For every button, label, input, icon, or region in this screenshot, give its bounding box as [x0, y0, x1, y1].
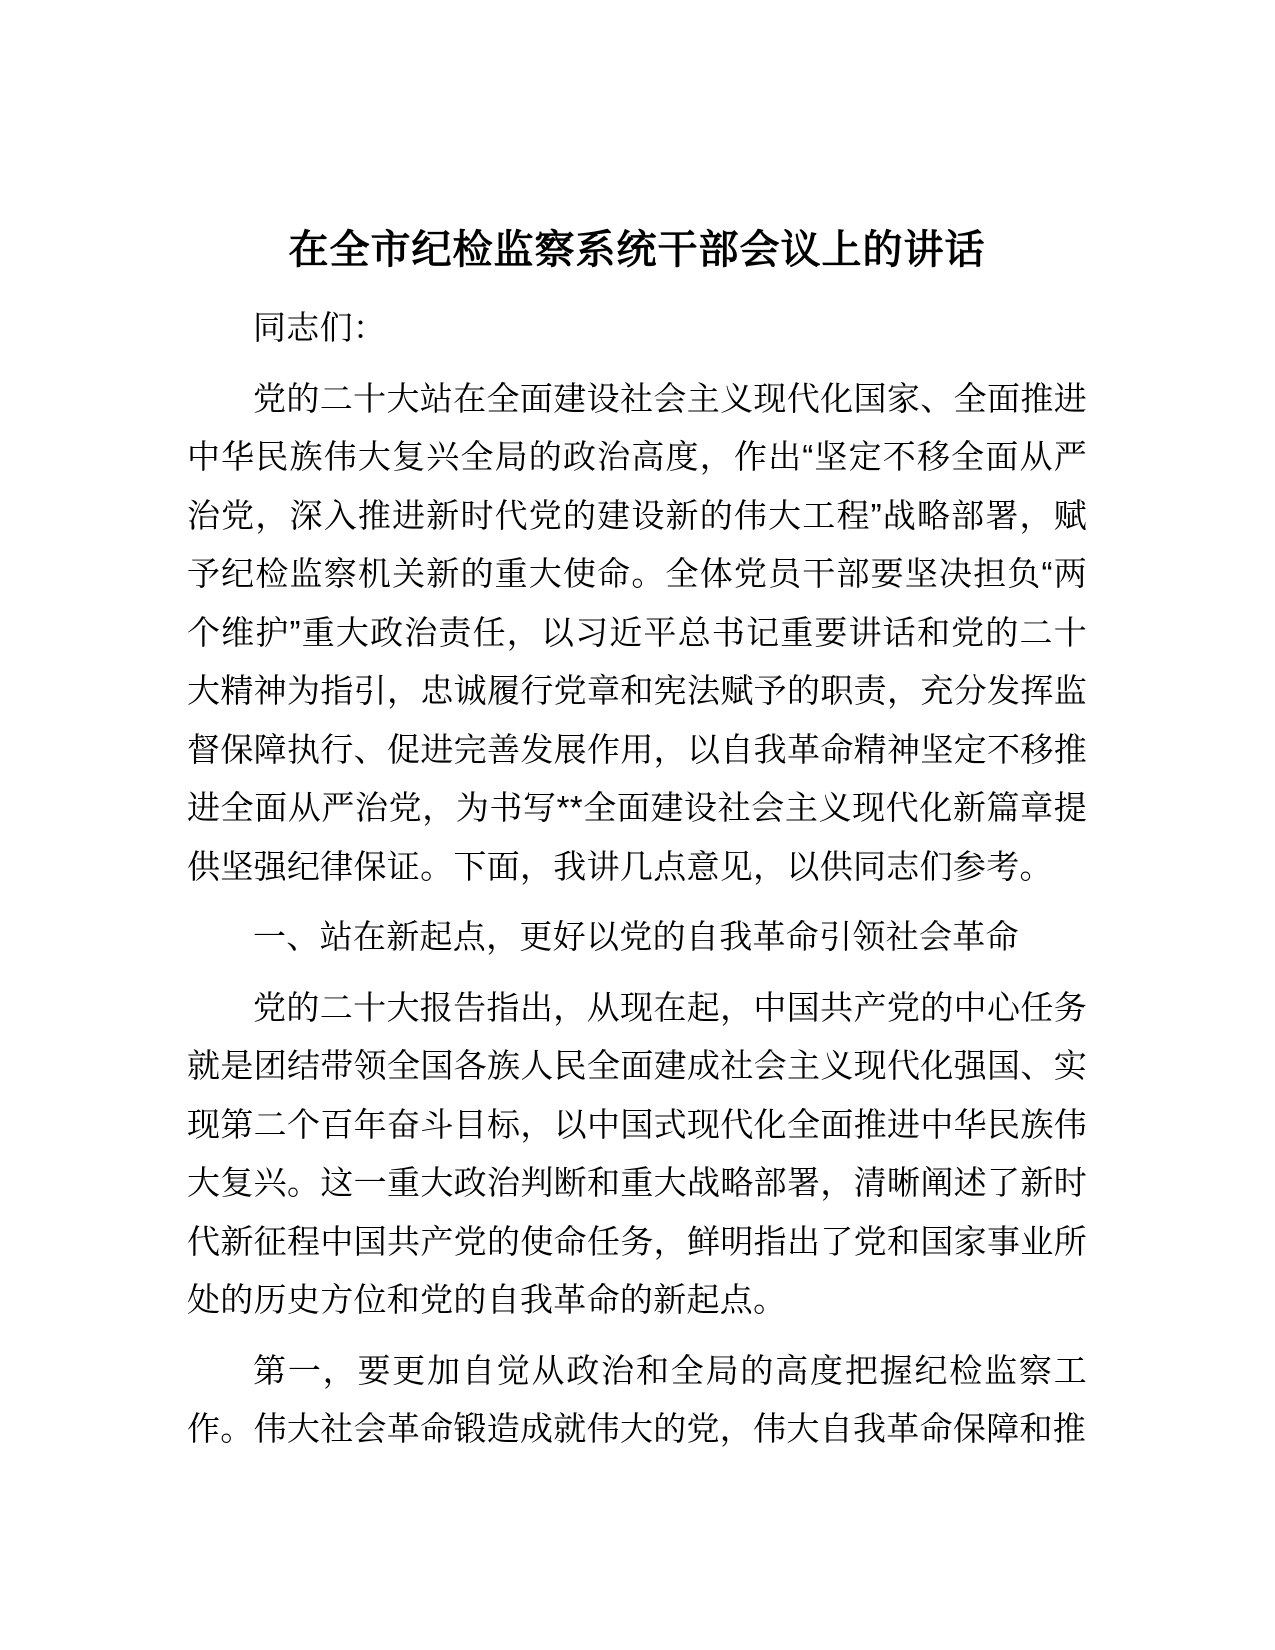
section-heading: 一、站在新起点，更好以党的自我革命引领社会革命	[253, 918, 1019, 955]
salutation: 同志们：	[253, 309, 387, 346]
paragraph: 党的二十大报告指出，从现在起，中国共产党的中心任务就是团结带领全国各族人民全面建成社会主义现代化强国、实现第二个百年奋斗目标，以中国式现代化全面推进中华民族伟大复兴。这一重大政治判断和重大战略部署，清晰阐述了新时代新征程中国共产党的使命任务，鲜明指出了党和国家事业所处的历史方位和党的自我革命的新起点。	[187, 988, 1087, 1318]
document-title: 在全市纪检监察系统干部会议上的讲话	[288, 228, 986, 272]
paragraph: 党的二十大站在全面建设社会主义现代化国家、全面推进中华民族伟大复兴全局的政治高度，作出“坚定不移全面从严治党，深入推进新时代党的建设新的伟大工程”战略部署，赋予纪检监察机关新的重大使命。全体党员干部要坚决担负“两个维护”重大政治责任，以习近平总书记重要讲话和党的二十大精神为指引，忠诚履行党章和宪法赋予的职责，充分发挥监督保障执行、促进完善发展作用，以自我革命精神坚定不移推进全面从严治党，为书写**全面建设社会主义现代化新篇章提供坚强纪律保证。下面，我讲几点意见，以供同志们参考。	[187, 379, 1087, 885]
paragraph: 第一，要更加自觉从政治和全局的高度把握纪检监察工作。伟大社会革命锻造成就伟大的党，伟大自我革命保障和推	[187, 1351, 1087, 1447]
